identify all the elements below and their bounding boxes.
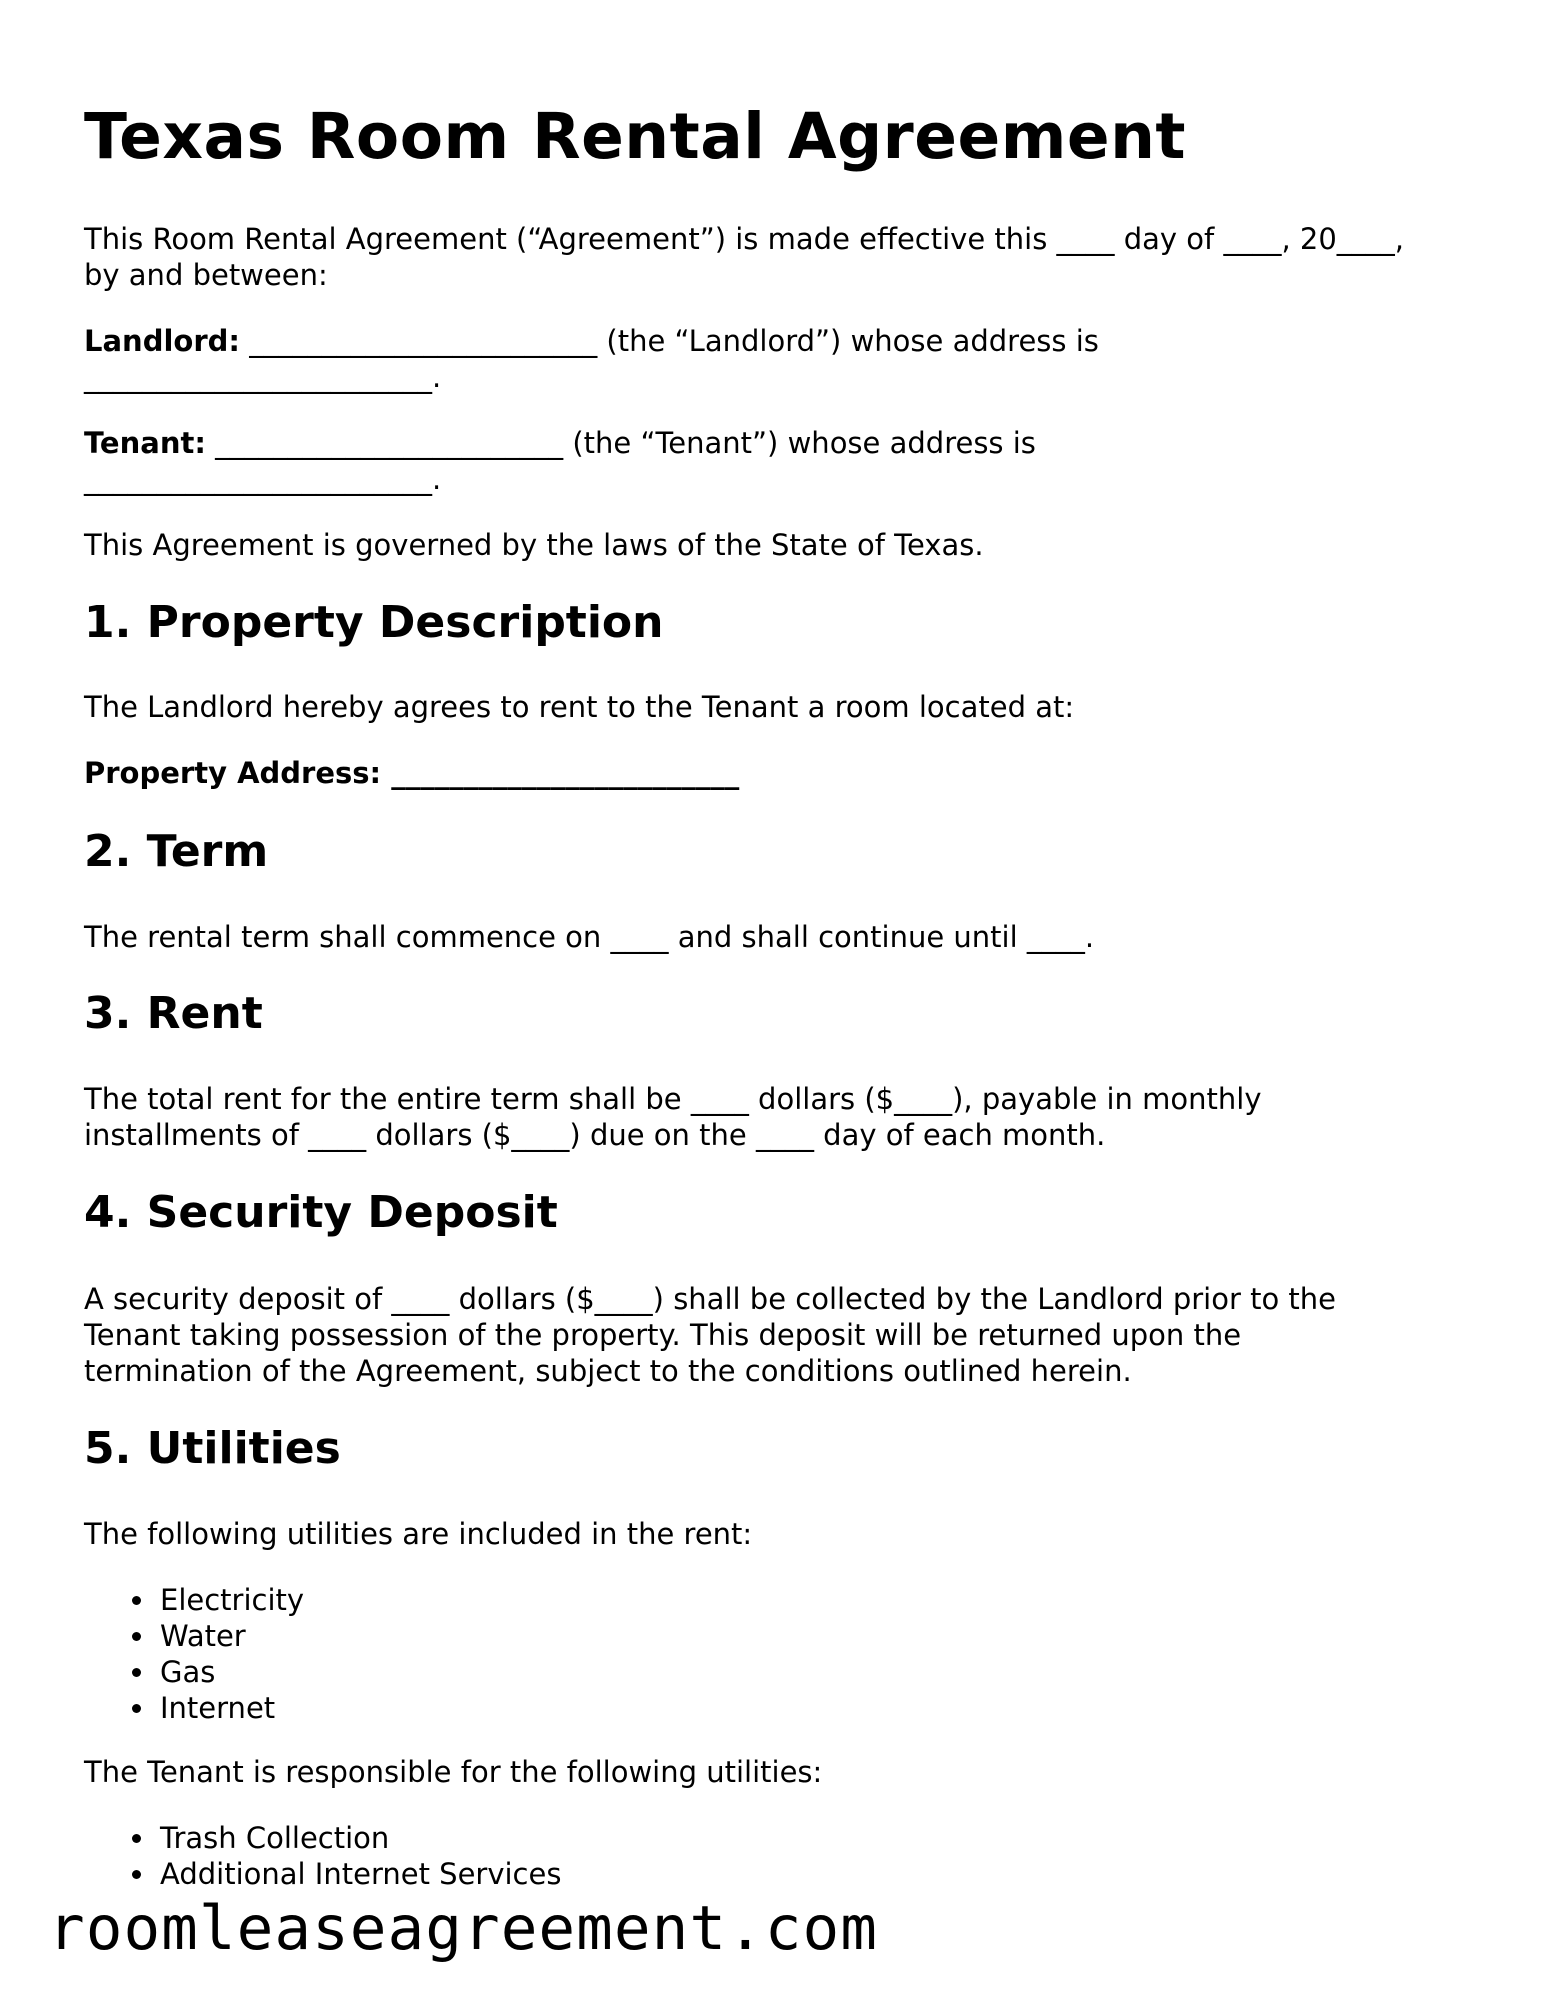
tenant-label: Tenant: (84, 426, 206, 460)
intro-line-1: This Room Rental Agreement (“Agreement”) is made effective this ____ day of ____, 20____, (84, 222, 1405, 256)
intro-line-2: by and between: (84, 258, 328, 292)
section-utilities-heading: 5. Utilities (84, 1423, 341, 1474)
tenant-line-1 (84, 425, 1036, 461)
list-item: Additional Internet Services (160, 1857, 562, 1891)
section-deposit-heading: 4. Security Deposit (84, 1187, 558, 1238)
landlord-label: Landlord: (84, 324, 240, 358)
section-rent-heading: 3. Rent (84, 988, 263, 1039)
property-address-line (84, 755, 739, 791)
tenant-line-1-text: ________________________ (the “Tenant”) whose address is (205, 426, 1036, 460)
list-item: Internet (160, 1690, 304, 1726)
deposit-line-2: Tenant taking possession of the property. This deposit will be returned upon the (84, 1318, 1242, 1352)
utilities-tenant-intro: The Tenant is responsible for the following utilities: (84, 1755, 823, 1789)
utilities-tenant-list (84, 1820, 561, 1892)
section-term-heading: 2. Term (84, 826, 269, 877)
governing-law: This Agreement is governed by the laws of the State of Texas. (84, 528, 984, 562)
document-title: Texas Room Rental Agreement (84, 100, 1187, 173)
term-text: The rental term shall commence on ____ and shall continue until ____. (84, 920, 1095, 954)
rent-line-2: installments of ____ dollars ($____) due on the ____ day of each month. (84, 1118, 1106, 1152)
property-address-label: Property Address: (84, 756, 382, 790)
property-address-blank: ________________________ (381, 756, 740, 790)
list-item: Water (160, 1618, 304, 1654)
landlord-line-1 (84, 323, 1099, 359)
deposit-line-3: termination of the Agreement, subject to the conditions outlined herein. (84, 1354, 1132, 1388)
rent-line-1: The total rent for the entire term shall be ____ dollars ($____), payable in monthly (84, 1082, 1262, 1116)
list-item: Gas (160, 1654, 304, 1690)
tenant-line-2: ________________________. (84, 462, 442, 496)
property-text: The Landlord hereby agrees to rent to the Tenant a room located at: (84, 690, 1075, 724)
utilities-included-list (84, 1582, 304, 1726)
list-item: Electricity (160, 1583, 305, 1617)
utilities-included-intro: The following utilities are included in the rent: (84, 1517, 753, 1551)
landlord-line-1-text: ________________________ (the “Landlord”) whose address is (239, 324, 1099, 358)
deposit-line-1: A security deposit of ____ dollars ($____) shall be collected by the Landlord prior to the (84, 1282, 1337, 1316)
landlord-line-2: ________________________. (84, 360, 442, 394)
watermark-text: roomleaseagreement.com (48, 1893, 878, 1964)
list-item: Trash Collection (160, 1820, 561, 1856)
section-property-heading: 1. Property Description (84, 597, 664, 648)
